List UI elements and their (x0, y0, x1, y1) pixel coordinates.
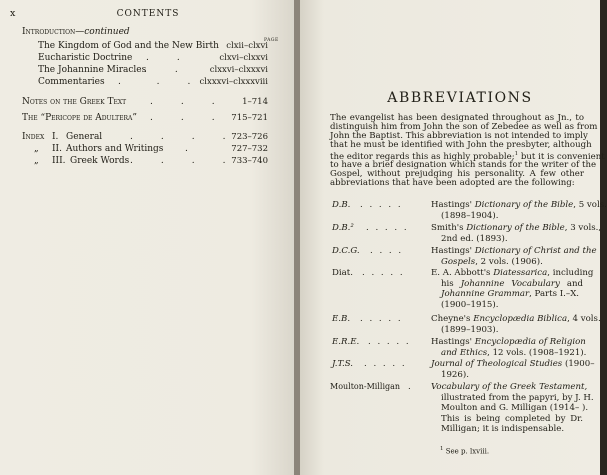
toc-entry: Eucharistic Doctrine . . clxvi–clxxvi (38, 53, 268, 63)
introduction-heading: Introduction—continued (22, 27, 130, 37)
page-column-label: PAGE (264, 38, 279, 43)
left-page (0, 0, 296, 475)
header-title: CONTENTS (116, 9, 180, 19)
toc-entry-pericope: The “Pericope de Adultera” . . . 715–721 (22, 113, 268, 123)
toc-entry: The Kingdom of God and the New Birth clxii–clxvi (38, 41, 268, 51)
toc-entry-index: „ III. Greek Words . . . . 733–740 (34, 156, 268, 166)
intro-paragraph: The evangelist has been designated throughout as Jn., to distinguish him from John the son of Zebedee as well as from John the Baptist. This abbreviation is not intended to imply that he must be identified with John the presbyter, although the editor regards this as highly probable;$^1$ but it is convenient to have a brief designation which stands for the writer of the Gospel, without prejudging his personality. A few other abbreviations that have been adopted are the following: (330, 113, 605, 189)
toc-entry: The Johannine Miracles . . clxxvi–clxxxvi (38, 65, 268, 75)
footnote-reference: 1 (514, 150, 519, 157)
toc-entry: Commentaries . . . clxxxvi–clxxxviii (38, 77, 268, 87)
footnote: $^1$ See p. lxviii. (440, 446, 490, 456)
page-title: ABBREVIATIONS (387, 90, 533, 106)
toc-entry-index: „ II. Authors and Writings . 727–732 (34, 144, 268, 154)
running-header (10, 8, 286, 22)
page-folio: x (10, 8, 16, 19)
toc-entry-index: Index I. General . . . . 723–726 (22, 132, 268, 142)
toc-entry-notes: Notes on the Greek Text . . . 1–714 (22, 97, 268, 107)
right-page: ABBREVIATIONS The evangelist has been designated throughout as Jn., to distinguish him from John the son of Zebedee as well as from John the Baptist. This abbreviation is not intended to imply that he must be identified with John the presbyter, although the editor regards this as highly probable;$^1$ but it is convenient to have a brief designation which stands for the writer of the Gospel, without prejudging his personality. A few other abbreviations that have been adopted are the following: D.B. . . . . . Hastings' Dictionary of the Bible, 5 vols. (1898–1904). D.B.² . . . . . Smith's Dictionary of the Bible, 3 vols., 2nd ed. (1893). D.C.G. . . . . Hastings' Dictionary of Christ and the Gospels, 2 vols. (1906). Diat. . . . . . E. A. Abbott's Diatessarica, including his Johannine Vocabulary and Johannine Grammar, Parts I.–X. (1900–1915). E.B. . . . . . Cheyne's Encyclopædia Biblica, 4 vols. (1899–1903). E.R.E. . . . . . Hastings' Encyclopædia of Religion and Ethics, 12 vols. (1908–1921). J.T.S. . . . . . Journal of Theological Studies (1900– 1926). Moulton-Milligan . Vocabulary of the Greek Testament, illustrated from the papyri, by J. H. Moulton and G. Milligan (1914– ). This is being completed by Dr. Milligan; it is indispensable. $^1$ See p. lxviii. (300, 0, 600, 475)
